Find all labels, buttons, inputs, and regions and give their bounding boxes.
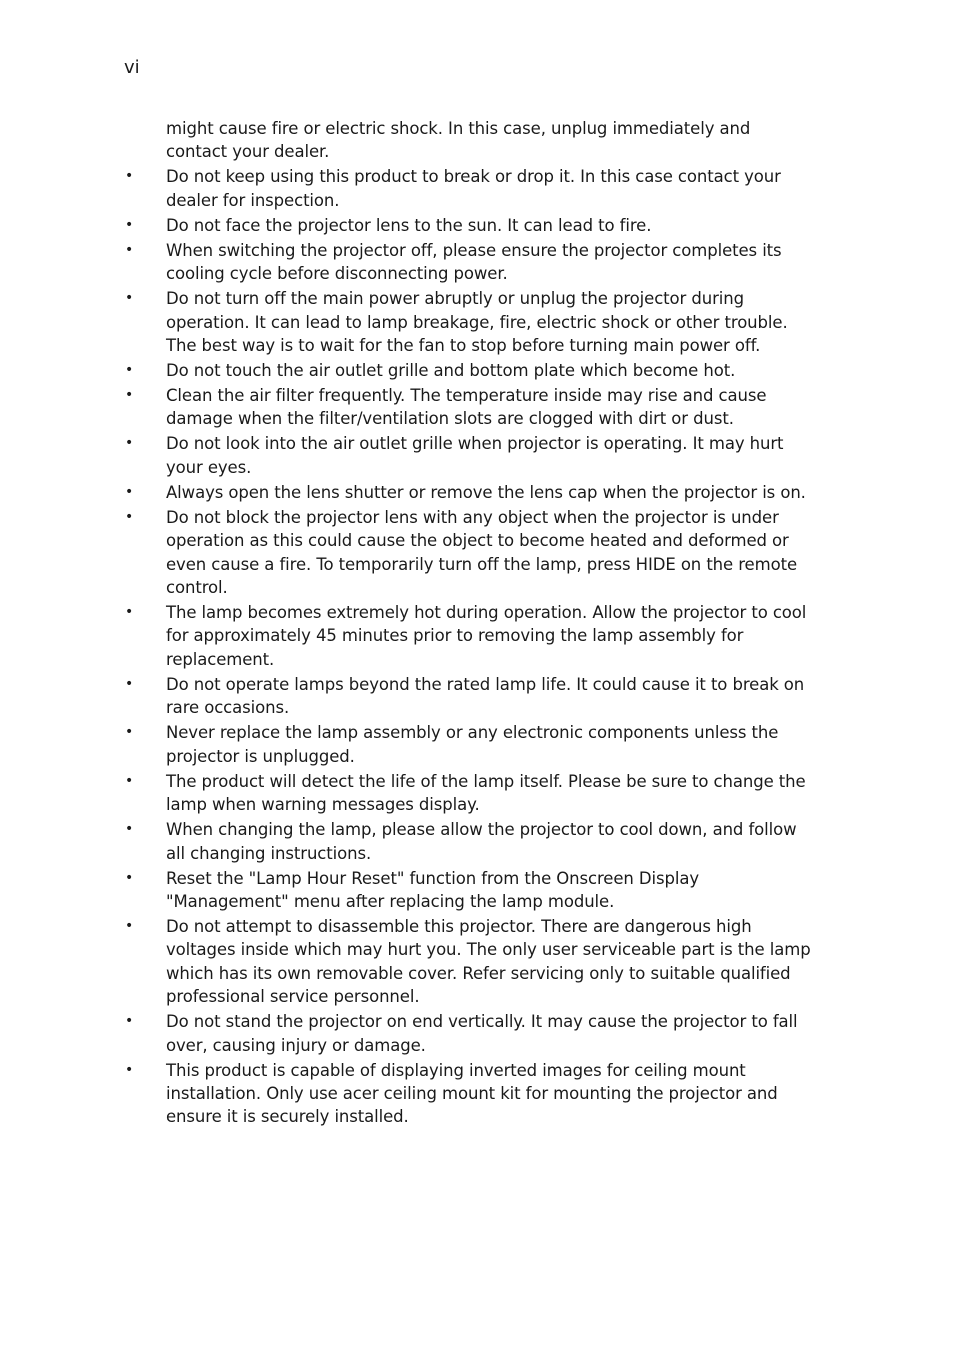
list-item-text: The lamp becomes extremely hot during operation. Allow the projector to cool for approximately 45 minutes prior to removing the lamp assembly for replacement. — [166, 603, 807, 669]
list-item-text: Clean the air filter frequently. The temperature inside may rise and cause damage when the filter/ventilation slots are clogged with dirt or dust. — [166, 386, 767, 429]
list-item-text: Reset the "Lamp Hour Reset" function from the Onscreen Display "Management" menu after replacing the lamp module. — [166, 868, 700, 911]
bullet-icon: • — [125, 675, 134, 692]
document-body — [124, 117, 814, 1129]
list-item-text: Do not touch the air outlet grille and bottom plate which become hot. — [166, 361, 736, 381]
list-item — [124, 481, 814, 504]
bullet-icon: • — [125, 869, 134, 886]
list-item-text: Do not look into the air outlet grille when projector is operating. It may hurt your eyes. — [166, 434, 784, 477]
list-item — [124, 359, 814, 382]
list-item — [124, 506, 814, 600]
bullet-icon: • — [125, 1013, 134, 1030]
list-item — [124, 601, 814, 671]
list-item-text: Do not attempt to disassemble this projector. There are dangerous high voltages inside which may hurt you. The only user serviceable part is the lamp which has its own removable cover. Refer servicing only to suitable qualified professional service personnel. — [166, 916, 811, 1007]
bullet-icon: • — [125, 1061, 134, 1078]
bullet-icon: • — [125, 435, 134, 452]
bullet-icon: • — [125, 241, 134, 258]
list-item — [124, 165, 814, 212]
list-item — [124, 287, 814, 357]
list-item-text: Do not block the projector lens with any object when the projector is under operation as this could cause the object to become heated and deformed or even cause a fire. To temporarily turn off the lamp, press HIDE on the remote control. — [166, 507, 797, 598]
list-item — [124, 915, 814, 1009]
bullet-icon: • — [125, 362, 134, 379]
list-item — [124, 673, 814, 720]
bullet-icon: • — [125, 821, 134, 838]
bullet-icon: • — [125, 508, 134, 525]
list-item — [124, 214, 814, 237]
list-item-text: When switching the projector off, please ensure the projector completes its cooling cycle before disconnecting power. — [166, 240, 782, 284]
list-item — [124, 384, 814, 431]
bullet-icon: • — [125, 604, 134, 621]
list-item — [124, 1010, 814, 1057]
list-item-text: This product is capable of displaying inverted images for ceiling mount installation. Only use acer ceiling mount kit for mounting the projector and ensure it is securely installed. — [166, 1060, 778, 1127]
bullet-icon: • — [125, 168, 134, 185]
list-item-text: Do not face the projector lens to the sun. It can lead to fire. — [166, 215, 652, 235]
list-item-text: When changing the lamp, please allow the projector to cool down, and follow all changing instructions. — [166, 820, 797, 863]
list-item-text: Never replace the lamp assembly or any electronic components unless the projector is unplugged. — [166, 723, 779, 766]
bullet-icon: • — [125, 387, 134, 404]
list-item-text: Always open the lens shutter or remove the lens cap when the projector is on. — [166, 482, 806, 502]
safety-bullet-list — [124, 165, 814, 1128]
list-item — [124, 239, 814, 286]
list-item-text: Do not keep using this product to break or drop it. In this case contact your dealer for inspection. — [166, 167, 781, 210]
list-item-text: Do not turn off the main power abruptly or unplug the projector during operation. It can lead to lamp breakage, fire, electric shock or other trouble. The best way is to wait for the fan to stop before turning main power off. — [166, 289, 788, 356]
bullet-icon: • — [125, 772, 134, 789]
continued-paragraph: might cause fire or electric shock. In this case, unplug immediately and contact your dealer. — [166, 119, 751, 162]
list-item-text: Do not stand the projector on end vertically. It may cause the projector to fall over, causing injury or damage. — [166, 1012, 798, 1055]
page-number: vi — [124, 57, 140, 78]
list-item — [124, 721, 814, 768]
list-item-text: The product will detect the life of the lamp itself. Please be sure to change the lamp when warning messages display. — [166, 771, 806, 815]
bullet-icon: • — [125, 483, 134, 500]
bullet-icon: • — [125, 216, 134, 233]
list-item — [124, 818, 814, 865]
bullet-icon: • — [125, 290, 134, 307]
list-item — [124, 1059, 814, 1129]
list-item — [124, 432, 814, 479]
list-item-text: Do not operate lamps beyond the rated lamp life. It could cause it to break on rare occasions. — [166, 674, 805, 718]
bullet-icon: • — [125, 724, 134, 741]
bullet-icon: • — [125, 917, 134, 934]
list-item — [124, 867, 814, 914]
list-item — [124, 770, 814, 817]
